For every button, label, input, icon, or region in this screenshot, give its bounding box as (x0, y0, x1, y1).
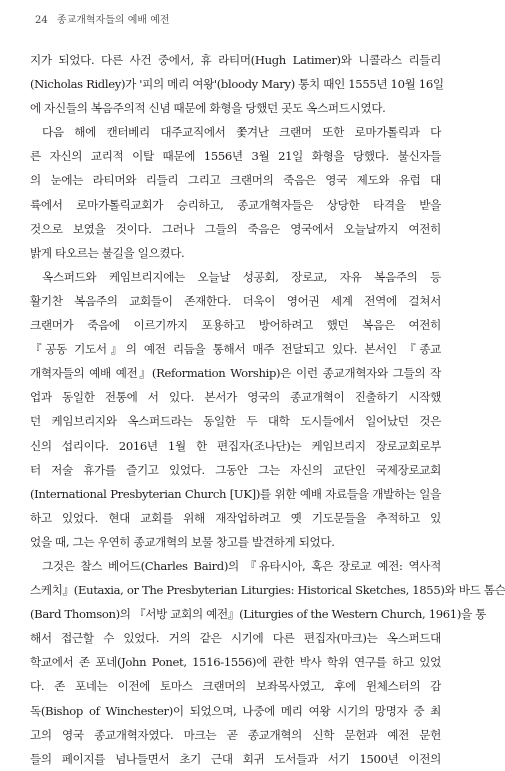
text-line: 고의 영국 종교개혁자였다. 마크는 곧 종교개혁의 신학 문헌과 예전 문헌 (30, 727, 441, 742)
text-line: 크랜머가 죽음에 이르기까지 포용하고 방어하려고 했던 복음은 여전히 (30, 318, 441, 333)
running-header (35, 11, 170, 26)
text-line: 다. 존 포네는 이전에 토마스 크랜머의 보좌목사였고, 후에 윈체스터의 감 (30, 679, 441, 694)
text-line: 밝게 타오르는 불길을 일으켰다. (30, 245, 185, 260)
text-line: 들의 페이지를 넘나들면서 초기 근대 회귀 도서들과 서기 1500년 이전의 (30, 751, 441, 766)
text-line: (International Presbyterian Church [UK])를 위한 예배 자료들을 개발하는 일을 (30, 486, 441, 501)
text-line: 터 저술 휴가를 즐기고 있었다. 그동안 그는 자신의 교단인 국제장로교회 (30, 462, 441, 477)
text-line: 의 눈에는 라티머와 리들리 그리고 크랜머의 죽음은 영국 제도와 유럽 대 (30, 173, 441, 188)
text-line: 해서 접근할 수 있었다. 거의 같은 시기에 다른 편집자(마크)는 옥스퍼드대 (30, 631, 441, 646)
text-line: 학교에서 존 포네(John Ponet, 1516-1556)에 관한 박사 학위 연구를 하고 있었 (30, 655, 441, 670)
text-line: 신의 섭리이다. 2016년 1월 한 편집자(조나단)는 케임브리지 장로교회로부 (30, 438, 441, 453)
text-line: 『공동 기도서』의 예전 리듬을 통해서 매주 전달되고 있다. 본서인 『종교 (30, 342, 441, 357)
text-line: 독(Bishop of Winchester)이 되었으며, 나중에 메리 여왕 시기의 망명자 중 최 (30, 703, 441, 718)
text-line: 다음 해에 캔터베리 대주교직에서 쫓겨난 크랜머 또한 로마가톨릭과 다 (42, 125, 441, 140)
text-line: (Nicholas Ridley)가 '피의 메리 여왕'(bloody Mary) 통치 때인 1555년 10월 16일 (30, 77, 444, 92)
text-line: 하고 있었다. 현대 교회를 위해 재작업하려고 옛 기도문들을 추적하고 있 (30, 510, 441, 525)
text-line: 지가 되었다. 다른 사건 중에서, 휴 라티머(Hugh Latimer)와 니콜라스 리들리 (30, 53, 441, 67)
text-line: 활기찬 복음주의 교회들이 존재한다. 더욱이 영어권 세계 전역에 걸쳐서 (30, 293, 441, 308)
text-line: 에 자신들의 복음주의적 신념 때문에 화형을 당했던 곳도 옥스퍼드시였다. (30, 101, 386, 116)
body-text (30, 48, 505, 771)
text-line: 업과 동일한 전통에 서 있다. 본서가 영국의 종교개혁이 진출하기 시작했 (30, 390, 441, 405)
text-line: 른 자신의 교리적 이탈 때문에 1556년 3월 21일 화형을 당했다. 불신자들 (30, 149, 441, 164)
text-line: (Bard Thomson)의 『서방 교회의 예전』(Liturgies of the Western Church, 1961)을 통 (30, 607, 487, 622)
page-number: 24 (35, 15, 48, 26)
text-line: 옥스퍼드와 케임브리지에는 오늘날 성공회, 장로교, 자유 복음주의 등 (42, 269, 441, 284)
text-line: 었을 때, 그는 우연히 종교개혁의 보물 창고를 발견하게 되었다. (30, 534, 335, 549)
text-line: 그것은 찰스 베어드(Charles Baird)의 『유타시아, 혹은 장로교 예전: 역사적 (42, 558, 441, 573)
text-line: 던 케임브리지와 옥스퍼드라는 동일한 두 대학 도시들에서 일어났던 것은 (30, 414, 441, 429)
running-title: 종교개혁자들의 예배 예전 (56, 15, 170, 26)
text-line: 륙에서 로마가톨릭교회가 승리하고, 종교개혁자들은 상당한 타격을 받을 (30, 197, 441, 212)
text-line: 스케치』(Eutaxia, or The Presbyterian Liturgies: Historical Sketches, 1855)와 바드 톰슨 (30, 583, 505, 598)
text-line: 개혁자들의 예배 예전』(Reformation Worship)은 이런 종교개혁자와 그들의 작 (30, 366, 441, 381)
text-line: 것으로 보였을 것이다. 그러나 그들의 죽음은 영국에서 오늘날까지 여전히 (30, 221, 441, 236)
